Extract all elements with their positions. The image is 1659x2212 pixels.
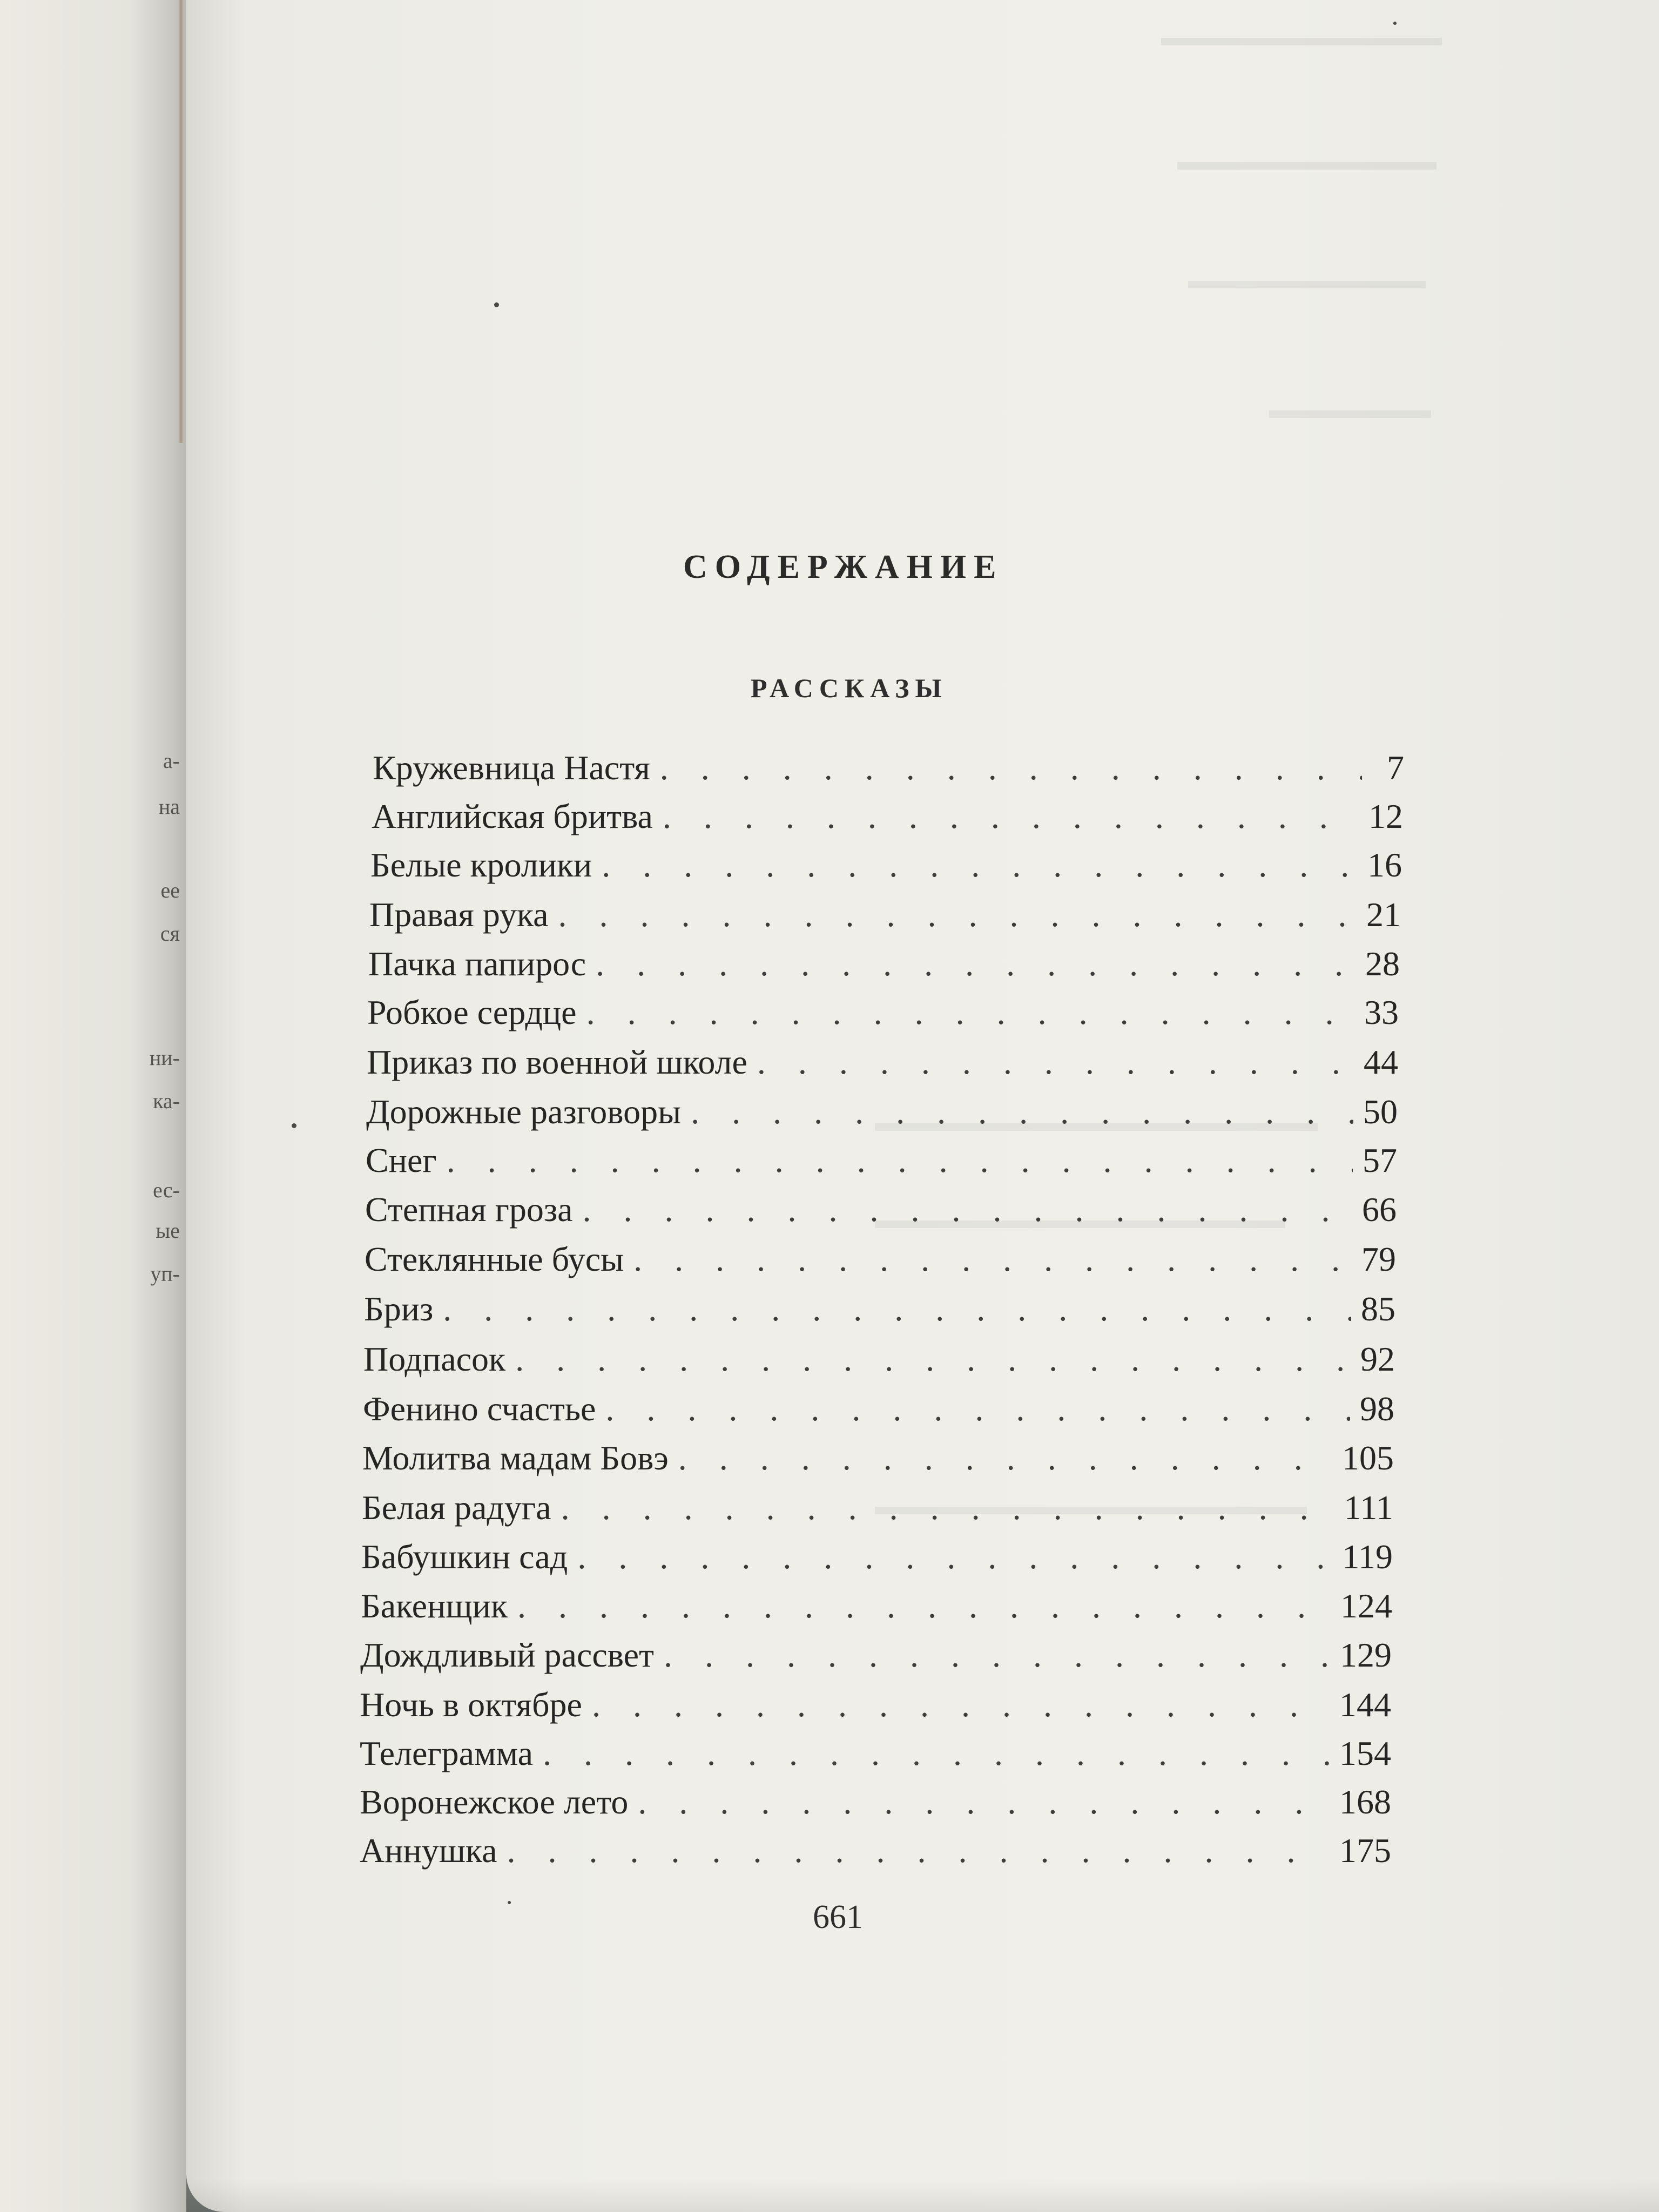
- dot-leader: [517, 1586, 1331, 1626]
- dot-leader: [561, 1488, 1334, 1528]
- toc-entry: [360, 1685, 1391, 1724]
- dot-leader: [660, 748, 1362, 788]
- toc-entry: [368, 944, 1400, 983]
- dot-leader: [664, 1635, 1330, 1675]
- dot-leader: [543, 1734, 1330, 1773]
- toc-entry-title: Телеграмма: [360, 1734, 534, 1772]
- toc-entry-page: 168: [1339, 1783, 1391, 1821]
- toc-entry-page: 66: [1362, 1190, 1397, 1229]
- toc-entry-title: Дождливый рассвет: [360, 1636, 654, 1674]
- paper-speck: [494, 302, 499, 307]
- toc-entry-title: Молитва мадам Бовэ: [362, 1439, 669, 1477]
- toc-entry: [369, 895, 1401, 934]
- page-title: СОДЕРЖАНИЕ: [683, 549, 1004, 585]
- dot-leader: [638, 1782, 1330, 1822]
- left-page-fragment: ни-: [149, 1046, 180, 1070]
- toc-entry-page: 175: [1339, 1831, 1391, 1870]
- toc-entry-page: 12: [1368, 797, 1403, 835]
- toc-entry-title: Стеклянные бусы: [365, 1240, 624, 1278]
- toc-entry-title: Фенино счастье: [363, 1390, 596, 1428]
- toc-entry: [373, 748, 1404, 787]
- toc-entry: [372, 797, 1403, 835]
- dot-leader: [447, 1141, 1353, 1181]
- toc-entry-title: Кружевница Настя: [373, 748, 650, 787]
- toc-entry: [360, 1734, 1391, 1772]
- left-page-fragment: уп-: [150, 1262, 180, 1286]
- left-page-fragment: ее: [160, 878, 180, 902]
- toc-entry-page: 79: [1361, 1240, 1396, 1278]
- toc-entry-page: 33: [1364, 993, 1399, 1031]
- toc-entry: [362, 1438, 1394, 1477]
- toc-entry: [370, 845, 1402, 884]
- toc-entry: [361, 1586, 1392, 1625]
- dot-leader: [596, 944, 1355, 984]
- toc-entry-title: Снег: [366, 1141, 437, 1179]
- toc-entry-title: Подпасок: [363, 1340, 506, 1378]
- dot-leader: [678, 1438, 1332, 1478]
- toc-entry-title: Воронежское лето: [360, 1783, 629, 1821]
- toc-entry: [360, 1635, 1392, 1674]
- paper-speck: [1393, 22, 1397, 25]
- toc-entry-title: Приказ по военной школе: [367, 1043, 747, 1081]
- dot-leader: [605, 1389, 1350, 1429]
- toc-entry-page: 119: [1342, 1537, 1393, 1576]
- toc-entry: [367, 993, 1399, 1031]
- toc-entry-title: Дорожные разговоры: [366, 1092, 682, 1131]
- toc-entry: [360, 1831, 1391, 1870]
- dot-leader: [602, 845, 1358, 885]
- left-page-fragment: ые: [156, 1218, 180, 1243]
- dot-leader: [757, 1042, 1354, 1082]
- toc-entry-title: Аннушка: [360, 1831, 497, 1870]
- section-heading: РАССКАЗЫ: [751, 673, 948, 703]
- toc-entry-page: 111: [1344, 1488, 1393, 1527]
- dot-leader: [691, 1092, 1353, 1132]
- toc-entry: [365, 1190, 1397, 1229]
- paper-speck: [508, 1901, 511, 1904]
- toc-entry-page: 28: [1365, 945, 1400, 983]
- toc-entry-page: 16: [1367, 846, 1402, 884]
- toc-entry: [362, 1488, 1393, 1527]
- dot-leader: [443, 1289, 1351, 1329]
- toc-entry-page: 21: [1366, 895, 1401, 934]
- toc-entry-title: Правая рука: [369, 895, 549, 934]
- toc-entry-title: Пачка папирос: [368, 945, 586, 983]
- toc-entry-page: 124: [1340, 1587, 1392, 1625]
- toc-entry-page: 129: [1340, 1636, 1392, 1674]
- left-page-fragment: а-: [163, 748, 180, 773]
- dot-leader: [633, 1239, 1352, 1279]
- toc-entry: [361, 1537, 1393, 1576]
- toc-entry-title: Ночь в октябре: [360, 1685, 582, 1724]
- toc-entry: [366, 1092, 1398, 1131]
- paper-speck: [292, 1123, 296, 1128]
- toc-entry: [364, 1289, 1395, 1328]
- toc-entry-page: 98: [1360, 1390, 1394, 1428]
- toc-entry: [360, 1782, 1391, 1821]
- left-page-fragment: ся: [160, 921, 180, 946]
- dot-leader: [663, 797, 1359, 837]
- dot-leader: [586, 993, 1354, 1033]
- toc-entry-title: Бабушкин сад: [361, 1537, 568, 1576]
- toc-entry: [363, 1389, 1394, 1428]
- left-page-fragment: ес-: [153, 1178, 180, 1202]
- toc-entry-title: Робкое сердце: [367, 993, 577, 1031]
- toc-entry: [365, 1239, 1396, 1278]
- toc-entry: [367, 1042, 1398, 1081]
- toc-entry-page: 105: [1342, 1439, 1394, 1477]
- toc-entry-page: 154: [1339, 1734, 1391, 1772]
- toc-entry: [366, 1141, 1397, 1179]
- dot-leader: [592, 1685, 1330, 1725]
- dot-leader: [507, 1831, 1330, 1871]
- left-page-fragment: ка-: [153, 1089, 180, 1113]
- toc-entry-title: Английская бритва: [372, 797, 653, 835]
- dot-leader: [577, 1537, 1332, 1577]
- page-number: 661: [813, 1899, 863, 1936]
- toc-entry-page: 144: [1339, 1685, 1391, 1724]
- toc-entry: [363, 1339, 1395, 1378]
- dot-leader: [583, 1190, 1353, 1230]
- toc-entry-page: 92: [1360, 1340, 1395, 1378]
- toc-entry-page: 44: [1364, 1043, 1398, 1081]
- left-page-fragment: на: [158, 794, 180, 819]
- toc-entry-page: 50: [1363, 1092, 1398, 1131]
- toc-entry-page: 7: [1387, 748, 1404, 787]
- toc-entry-page: 57: [1363, 1141, 1397, 1179]
- toc-entry-title: Бакенщик: [361, 1587, 508, 1625]
- dot-leader: [558, 895, 1357, 935]
- toc-entry-page: 85: [1361, 1290, 1395, 1328]
- dot-leader: [515, 1339, 1351, 1379]
- toc-entry-title: Белая радуга: [362, 1488, 551, 1527]
- toc-entry-title: Бриз: [364, 1290, 434, 1328]
- toc-entry-title: Белые кролики: [370, 846, 592, 884]
- toc-entry-title: Степная гроза: [365, 1190, 573, 1229]
